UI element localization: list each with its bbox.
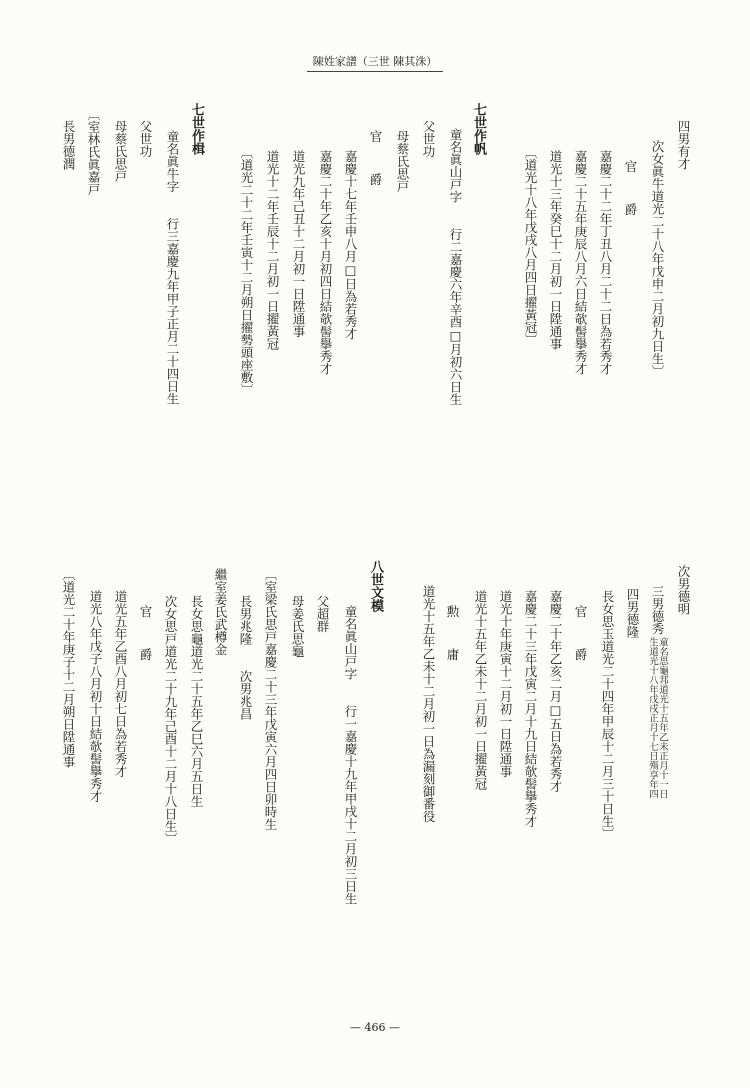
genealogy-line: 道光八年戊子八月初十日結欹髻擧秀才 xyxy=(88,590,103,803)
section-label: 官 爵 xyxy=(138,605,153,670)
genealogy-line: 四男有才 xyxy=(676,120,691,170)
genealogy-line: 嘉慶二十年乙亥二月□五日為若秀才 xyxy=(548,590,563,793)
generation-heading: 七世作帆 xyxy=(471,103,486,155)
genealogy-line: 嘉慶二十五年庚辰八月六日結欹髻擧秀才 xyxy=(573,150,588,375)
note-line: 生道光十八年戊戌正月十七日殤享年四 xyxy=(647,637,658,799)
section-label: 官 爵 xyxy=(368,130,383,195)
genealogy-line: 次女眞牛道光二十八年戊申二月初九日生〕 xyxy=(650,140,665,378)
genealogy-line: 〔道光二十二年壬寅十二月朔日擢勢頭座敷〕 xyxy=(239,146,254,396)
genealogy-line: 〔室林氏眞嘉戸 xyxy=(86,108,101,196)
genealogy-line: 母蔡氏思戸 xyxy=(395,130,410,193)
genealogy-line: 道光十五年乙未十二月初一日為漏刻御番役 xyxy=(421,585,436,823)
note-line: 童名思龜邦道光十五年乙未正月十一日 xyxy=(657,637,668,799)
genealogy-line: 父世功 xyxy=(421,120,436,158)
genealogy-line: 嘉慶二十二年丁丑八月二十二日為若秀才 xyxy=(598,150,613,375)
genealogy-line: 父超群 xyxy=(315,595,330,633)
genealogy-line: 四男德隆 xyxy=(625,588,640,638)
genealogy-line: 道光十三年癸巳十二月初一日陞通事 xyxy=(548,150,563,350)
section-label: 官 爵 xyxy=(623,160,638,225)
genealogy-line: 〔室梁氏思戸嘉慶二十三年戊寅六月四日卯時生 xyxy=(263,568,278,831)
genealogy-line: 母蔡氏思戸 xyxy=(113,120,128,183)
genealogy-line: 次男德明 xyxy=(676,565,691,615)
genealogy-line: 嘉慶二十年乙亥十月初四日結欹髻擧秀才 xyxy=(318,150,333,375)
generation-heading: 八世文模 xyxy=(368,560,383,612)
genealogy-line: 母姜氏思龜 xyxy=(290,595,305,658)
genealogy-line: 嘉慶二十三年戊寅二月十九日結欹髻擧秀才 xyxy=(523,590,538,828)
genealogy-line: 道光十年庚寅十二月初一日陞通事 xyxy=(498,590,513,778)
genealogy-line: 長女思玉道光二十四年甲辰十二月三十日生〕 xyxy=(600,590,615,840)
genealogy-line: 童名眞山戸字 行一嘉慶十九年甲戌十二月初三日生 xyxy=(343,605,358,905)
generation-heading: 七世作楫 xyxy=(189,103,204,155)
interlinear-note xyxy=(647,637,667,799)
genealogy-line: 長男德潤 xyxy=(61,120,76,170)
genealogy-line: 長男兆隆 次男兆昌 xyxy=(238,595,253,720)
genealogy-line: 繼室姜氏武樽金 xyxy=(213,568,228,656)
genealogy-line: 長女思龜道光二十五年乙巳六月五日生 xyxy=(189,595,204,808)
genealogy-line: 嘉慶十七年壬申八月□日為若秀才 xyxy=(343,150,358,340)
running-header xyxy=(0,55,750,72)
genealogy-line: 〔道光二十年庚子十二月朔日陞通事 xyxy=(61,568,76,768)
genealogy-line: 道光十二年壬辰十二月初一日擢黃冠 xyxy=(265,150,280,350)
page-number: — 466 — xyxy=(350,1021,400,1034)
genealogy-line: 道光九年己丑十二月初一日陞通事 xyxy=(291,150,306,338)
running-header-text: 陳姓家譜（三世 陳其洙） xyxy=(307,55,444,72)
section-label: 官 爵 xyxy=(573,605,588,670)
genealogy-line: 父世功 xyxy=(138,120,153,158)
genealogy-line: 道光十五年乙未十二月初一日擢黃冠 xyxy=(473,590,488,790)
genealogy-line: 三男德秀 xyxy=(650,585,665,635)
genealogy-line: 童名眞牛字 行三嘉慶九年甲子正月二十四日生 xyxy=(165,130,180,405)
genealogy-line: 〔道光十八年戊戌八月四日擢黃冠〕 xyxy=(523,146,538,346)
genealogy-line: 道光五年乙酉八月初七日為若秀才 xyxy=(113,590,128,778)
genealogy-line: 童名眞山戸字 行二嘉慶六年辛酉□月初六日生 xyxy=(448,128,463,406)
section-label: 勲 庸 xyxy=(445,605,460,670)
genealogy-line: 次女思戸道光二十九年己酉十二月十八日生〕 xyxy=(163,595,178,845)
